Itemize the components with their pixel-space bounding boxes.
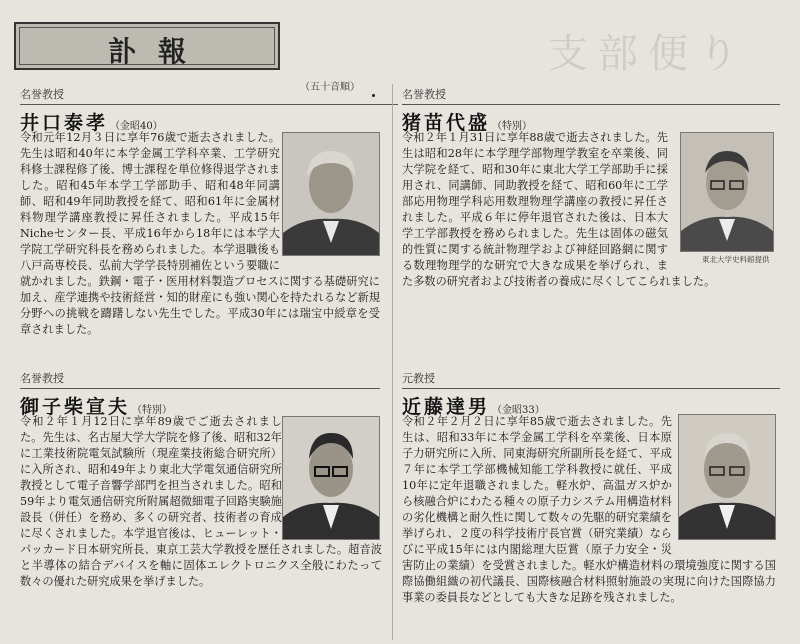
title-box: [14, 22, 280, 70]
entry-name-row: [20, 108, 398, 134]
obituary-entry-2: [402, 88, 780, 134]
entry-1-body-wrap: [20, 130, 380, 362]
entry-name: 猪苗代盛: [402, 112, 491, 134]
column-divider: [392, 84, 393, 640]
entry-body: 令和２年１月12日に享年89歳でご逝去されました。先生は、名古屋大学大学院を修了後、昭和32年に工業技術院電気試験所（現産業技術総合研究所）に入所され、昭和49年より東北大学電気通信研究所教授として電子音響学部門を担当されました。昭和59年より電気通信研究所附属超微細電子回路実験施設長（併任）を務め、多くの研究者、技術者の育成に尽くされました。本学退官後は、ヒューレット・パッカード日本研究所長、東京工芸大学教授を歴任されました。超音波と半導体の結合デバイスを軸に固体エレクトロニクス全般にわたって数々の優れた研究成果を挙げました。: [20, 415, 382, 588]
obituary-entry-4: [402, 372, 780, 418]
entry-rank: 名誉教授: [402, 88, 780, 105]
portrait-photo: [680, 132, 774, 252]
entry-name-row: [402, 392, 780, 418]
entry-body: 令和２年１月31日に享年88歳で逝去されました。先生は昭和28年に本学理学部物理学教室を卒業後、同大学院を経て、昭和30年に東北大学工学部助手に採用され、同講師、同助教授を経て、昭和60年に工学部応用物理学科応用数理物理学講座の教授に昇任されました。平成６年に停年退官された後は、日本大学工学部教授を務められました。先生は固体の磁気的性質に関する統計物理学および神経回路網に関する数理物理学的な研究で大きな成果を挙げられ、また多数の研究者および技術者の養成に尽くしてこられました。: [402, 131, 716, 288]
entry-rank: 名誉教授: [20, 372, 380, 389]
entry-rank: 元教授: [402, 372, 780, 389]
entry-name-suffix: （金昭33）: [492, 405, 545, 416]
portrait-photo-4-image: [679, 415, 775, 539]
obituary-entry-1: [20, 88, 398, 134]
photo-credit: 東北大学史料館提供: [702, 255, 770, 264]
entry-name-row: [20, 392, 380, 418]
entry-name: 御子柴宣夫: [20, 396, 131, 418]
entry-name-suffix: （特別）: [492, 121, 533, 132]
portrait-photo-3-image: [283, 417, 379, 539]
entry-name-suffix: （金昭40）: [110, 121, 163, 132]
order-note: （五十音順）: [300, 82, 360, 93]
entry-body: 令和２年２月２日に享年85歳で逝去されました。先生は、昭和33年に本学金属工学科を卒業後、日本原子力研究所に入所、同東海研究所副所長を経て、平成７年に本学工学部機械知能工学科教授に就任、平成10年に定年退職されました。軽水炉、高温ガス炉から核融合炉にわたる種々の原子力システム用構造材料の劣化機構と耐久性に関して数々の先駆的研究業績を挙げられ、２度の科学技術庁長官賞（研究業績）ならびに平成15年には内閣総理大臣賞（原子力安全・災害防止の業績）を受賞されました。軽水炉構造材料の環境強度に関する国際協働組織の初代議長、国際核融合材料照射施設の実現に向けた国際協力事業の委員長などとしても大きな足跡を残されました。: [402, 415, 776, 604]
entry-name-suffix: （特別）: [132, 405, 173, 416]
portrait-photo: [282, 416, 380, 540]
page-title: 訃報: [107, 35, 208, 68]
obituary-entry-3: [20, 372, 380, 418]
entry-body: 令和元年12月３日に享年76歳で逝去されました。先生は昭和40年に本学金属工学科卒業、工学研究科修士課程修了後、博士課程を単位修得退学されました。昭和45年本学工学部助手、昭和48年同講師、昭和49年同助教授を経て、昭和61年に金属材料物理学講座教授に昇任されました。平成15年Nicheセンター長、平成16年から18年には本学大学院工学研究科長を務められました。本学退職後も八戸高専校長、弘前大学学長特別補佐という要職に就かれました。鉄鋼・電子・医用材料製造プロセスに関する基礎研究に加え、産学連携や技術経営・知的財産にも強い関心を持たれるなど新規分野への挑戦を躊躇しない先生でした。平成30年には瑞宝中綬章を受章されました。: [20, 131, 380, 336]
portrait-photo-2-image: [681, 133, 773, 251]
background-section-title: 支部便り: [548, 31, 748, 77]
entry-name: 近藤達男: [402, 396, 491, 418]
entry-name-row: [402, 108, 780, 134]
entry-rank: 名誉教授: [20, 88, 398, 105]
photo-spacer: [280, 130, 380, 262]
portrait-photo: [678, 414, 776, 540]
entry-name: 井口泰孝: [20, 112, 109, 134]
